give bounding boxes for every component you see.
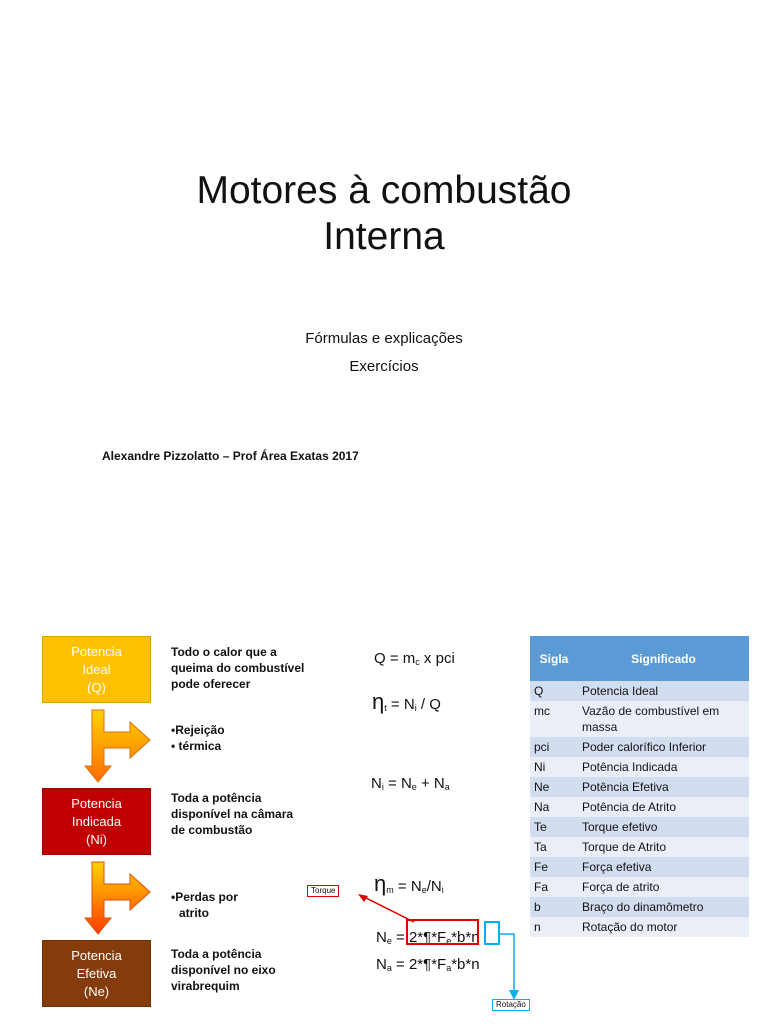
table-row (530, 857, 749, 877)
row-significado: Força de atrito (578, 877, 749, 897)
row-sigla: Na (530, 797, 578, 817)
desc-indicada-line1: Toda a potência (171, 791, 262, 805)
rotacao-label: Rotação (492, 999, 530, 1011)
box-ne-line3: (Ne) (83, 983, 110, 999)
torque-arrow-icon (350, 890, 420, 926)
table-row (530, 877, 749, 897)
box-ne-line1: Potencia (71, 947, 122, 963)
table-row (530, 917, 749, 937)
row-significado: Força efetiva (578, 857, 749, 877)
box-potencia-efetiva (42, 940, 151, 1007)
box-ni-line2: Indicada (71, 813, 122, 829)
row-significado: Torque de Atrito (578, 837, 749, 857)
table-row (530, 897, 749, 917)
bent-arrow-2-icon (84, 860, 154, 936)
subtitle-exercises: Exercícios (349, 358, 419, 375)
table-row (530, 737, 749, 757)
formula-na: $N_a$ = $2*\P*F_a*b*n$ (376, 956, 480, 973)
box-potencia-ideal (42, 636, 151, 703)
box-ni-line1: Potencia (71, 795, 122, 811)
losses-thermal-line2: • térmica (171, 739, 222, 753)
symbols-table (530, 636, 749, 937)
bent-arrow-1-icon (84, 708, 154, 784)
formula-ni: $N_i = N_e + N_a$ (371, 775, 450, 792)
table-row (530, 777, 749, 797)
box-potencia-indicada (42, 788, 151, 855)
losses-friction (171, 889, 238, 921)
rotation-arrow-icon (496, 930, 526, 1002)
row-significado: Poder calorífico Inferior (578, 737, 749, 757)
table-row (530, 701, 749, 737)
row-significado: Vazão de combustível em massa (578, 701, 749, 737)
desc-ideal-line2: queima do combustível (171, 661, 305, 675)
author-line: Alexandre Pizzolatto – Prof Área Exatas 2017 (102, 449, 359, 463)
row-sigla: Ni (530, 757, 578, 777)
desc-indicada-line3: de combustão (171, 823, 253, 837)
slide-title-line2: Interna (323, 215, 445, 258)
subtitle-formulas: Fórmulas e explicações (305, 330, 463, 347)
formula-ne: $N_e$ = $2*\P*F_e*b*n$ (376, 929, 480, 946)
row-sigla: Fe (530, 857, 578, 877)
row-significado: Potência de Atrito (578, 797, 749, 817)
desc-indicada-line2: disponível na câmara (171, 807, 294, 821)
row-significado: Potência Efetiva (578, 777, 749, 797)
desc-efetiva-line1: Toda a potência (171, 947, 262, 961)
header-sigla: Sigla (530, 636, 578, 681)
desc-indicada (171, 790, 321, 838)
row-significado: Rotação do motor (578, 917, 749, 937)
row-sigla: Fa (530, 877, 578, 897)
torque-label: Torque (307, 885, 339, 897)
table-header-row (530, 636, 749, 681)
row-sigla: pci (530, 737, 578, 757)
row-significado: Braço do dinamômetro (578, 897, 749, 917)
row-sigla: Ne (530, 777, 578, 797)
row-significado: Torque efetivo (578, 817, 749, 837)
row-sigla: Q (530, 681, 578, 701)
box-ni-line3: (Ni) (86, 831, 107, 847)
row-sigla: n (530, 917, 578, 937)
formula-eta-t: $\eta_t = N_i / Q$ (372, 689, 441, 714)
table-row (530, 757, 749, 777)
row-significado: Potência Indicada (578, 757, 749, 777)
table-row (530, 837, 749, 857)
row-sigla: Te (530, 817, 578, 837)
box-q-line3: (Q) (87, 679, 106, 695)
box-ne-line2: Efetiva (76, 965, 117, 981)
table-row (530, 797, 749, 817)
row-significado: Potencia Ideal (578, 681, 749, 701)
losses-friction-line2: atrito (179, 906, 209, 920)
desc-ideal (171, 644, 321, 692)
slide-title-line1: Motores à combustão (196, 169, 572, 212)
desc-efetiva (171, 946, 321, 994)
desc-ideal-line1: Todo o calor que a (171, 645, 277, 659)
desc-efetiva-line3: virabrequim (171, 979, 240, 993)
losses-thermal (171, 722, 225, 754)
box-q-line1: Potencia (71, 643, 122, 659)
box-q-line2: Ideal (82, 661, 111, 677)
losses-thermal-line1: •Rejeição (171, 723, 225, 737)
row-sigla: Ta (530, 837, 578, 857)
table-row (530, 817, 749, 837)
formula-q: $Q = m_c$ x pci (374, 650, 455, 667)
losses-friction-line1: •Perdas por (171, 890, 238, 904)
slide-title (0, 168, 768, 260)
row-sigla: mc (530, 701, 578, 737)
formula-eta-m: $\eta_m = N_e/N_i$ (374, 871, 444, 896)
header-significado: Significado (578, 636, 749, 681)
table-row (530, 681, 749, 701)
row-sigla: b (530, 897, 578, 917)
desc-efetiva-line2: disponível no eixo (171, 963, 276, 977)
desc-ideal-line3: pode oferecer (171, 677, 251, 691)
